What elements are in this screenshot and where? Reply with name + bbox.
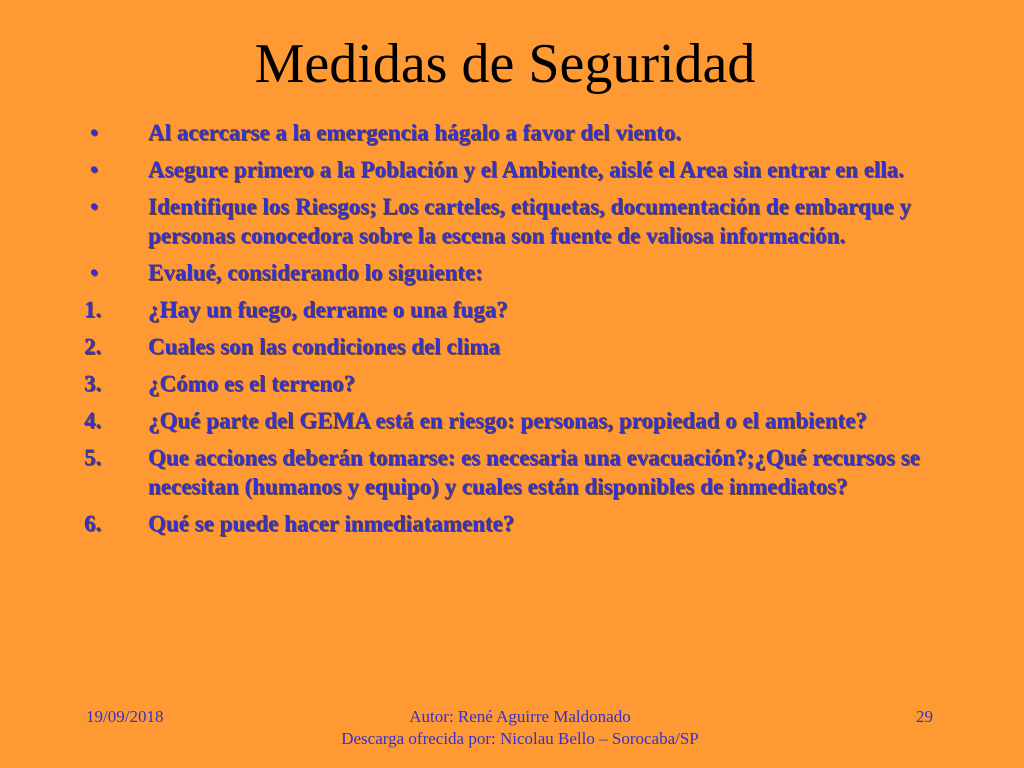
list-item bbox=[84, 509, 964, 538]
list-item bbox=[84, 155, 964, 184]
list-item bbox=[84, 369, 964, 398]
list-item bbox=[84, 118, 964, 147]
number-marker: 4. bbox=[84, 408, 102, 433]
list-item-text: Al acercarse a la emergencia hágalo a favor del viento. bbox=[148, 120, 682, 145]
list-item-text: ¿Qué parte del GEMA está en riesgo: personas, propiedad o el ambiente? bbox=[148, 408, 867, 433]
list-item-text: Cuales son las condiciones del clima bbox=[148, 334, 501, 359]
bullet-list bbox=[84, 118, 964, 546]
list-item-text: ¿Hay un fuego, derrame o una fuga? bbox=[148, 297, 508, 322]
bullet-marker: • bbox=[90, 260, 99, 285]
list-item-text: Qué se puede hacer inmediatamente? bbox=[148, 511, 515, 536]
bullet-marker: • bbox=[90, 157, 99, 182]
list-item bbox=[84, 295, 964, 324]
footer-download: Descarga ofrecida por: Nicolau Bello – Sorocaba/SP bbox=[341, 729, 699, 748]
number-marker: 2. bbox=[84, 334, 102, 359]
number-marker: 6. bbox=[84, 511, 102, 536]
number-marker: 1. bbox=[84, 297, 102, 322]
bullet-marker: • bbox=[90, 120, 99, 145]
footer-date: 19/09/2018 bbox=[86, 707, 164, 726]
list-item-text: Identifique los Riesgos; Los carteles, etiquetas, documentación de embarque y personas conocedora sobre la escena son fuente de valiosa información. bbox=[148, 194, 912, 248]
list-item bbox=[84, 406, 964, 435]
number-marker: 3. bbox=[84, 371, 102, 396]
list-item bbox=[84, 258, 964, 287]
list-item bbox=[84, 192, 964, 250]
list-item bbox=[84, 332, 964, 361]
footer-author: Autor: René Aguirre Maldonado bbox=[409, 707, 631, 726]
list-item-text: Evalué, considerando lo siguiente: bbox=[148, 260, 483, 285]
list-item-text: Asegure primero a la Población y el Ambiente, aislé el Area sin entrar en ella. bbox=[148, 157, 904, 182]
bullet-marker: • bbox=[90, 194, 99, 219]
list-item bbox=[84, 443, 964, 501]
list-item-text: ¿Cómo es el terreno? bbox=[148, 371, 356, 396]
number-marker: 5. bbox=[84, 445, 102, 470]
footer-page-number: 29 bbox=[916, 707, 933, 726]
list-item-text: Que acciones deberán tomarse: es necesaria una evacuación?;¿Qué recursos se necesitan (humanos y equipo) y cuales están disponibles de inmediatos? bbox=[148, 445, 920, 499]
slide-title: Medidas de Seguridad bbox=[254, 33, 756, 95]
footer-credits bbox=[250, 706, 790, 750]
